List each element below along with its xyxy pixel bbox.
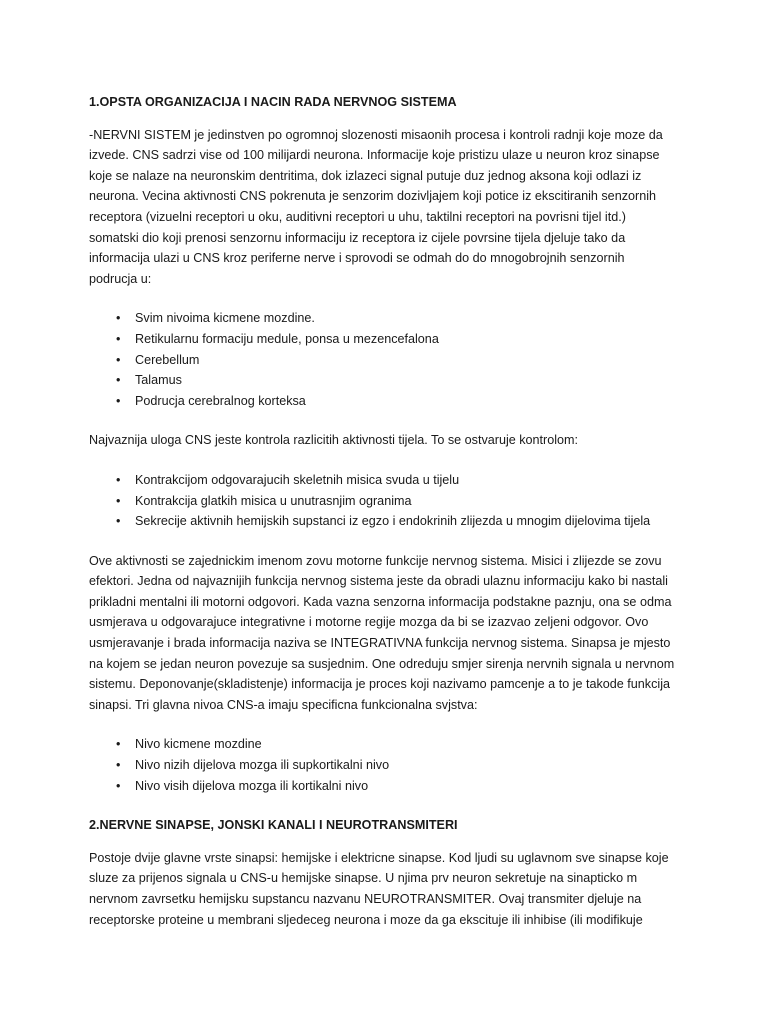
list-item-text: Sekrecije aktivnih hemijskih supstanci iz egzo i endokrinih zlijezda u mnogim dijelovima tijela [135,514,651,529]
list-item [89,776,675,797]
section-1-paragraph-1: -NERVNI SISTEM je jedinstven po ogromnoj slozenosti misaonih procesa i kontroli radnji koje moze da izvede. CNS sadrzi vise od 100 milijardi neurona. Informacije koje pristizu ulaze u neuron kroz sinapse koje se nalaze na neuronskim dentritima, dok izlazeci signal putuje duz jednog aksona koji odlazi iz neurona. Vecina aktivnosti CNS pokrenuta je senzorim dozivljajem koji potice iz ekscitiranih senzornih receptora (vizuelni receptori u oku, auditivni receptori u uhu, taktilni receptori na povrisni tijel itd.) somatski dio koji prenosi senzornu informaciju iz receptora iz cijele povrsine tijela djeluje tako da informacija ulazi u CNS kroz periferne nerve i sprovodi se odmah do do mnogobrojnih senzornih podrucja u: [89,127,663,286]
bullet-icon: • [116,493,121,508]
list-item-text: Cerebellum [135,352,200,367]
section-1-list-2 [89,470,675,532]
section-2-paragraph-1: Postoje dvije glavne vrste sinapsi: hemijske i elektricne sinapse. Kod ljudi su uglavnom sve sinapse koje sluze za prijenos signala u CNS-u hemijske sinapse. U njima prv neuron sekretuje na sinapticko m nervnom zavrsetku hemijsku supstancu nazvanu NEUROTRANSMITER. Ovaj transmiter djeluje na receptorske proteine u membrani sljedeceg neurona i moze da ga ekscituje ili inhibise (ili modifikuje [89,850,669,927]
bullet-icon: • [116,393,121,408]
section-1-heading: 1.OPSTA ORGANIZACIJA I NACIN RADA NERVNOG SISTEMA [89,95,457,109]
section-2-heading: 2.NERVNE SINAPSE, JONSKI KANALI I NEUROTRANSMITERI [89,818,458,833]
list-item [89,511,675,532]
document-page [89,92,675,949]
list-item [89,734,675,755]
bullet-icon: • [116,472,121,487]
section-1-paragraph-3: Ove aktivnosti se zajednickim imenom zovu motorne funkcije nervnog sistema. Misici i zlijezde se zovu efektori. Jedna od najvaznijih funkcija nervnog sistema jeste da obradi ulaznu informaciju kako bi nastali prikladni mentalni ili motorni odgovori. Kada vazna senzorna informacija podstakne paznju, ona se odma usmjerava u odgovarajuce integrativne i motorne regije mozga da bi se izazvao zeljeni odgovor. Ovo usmjeravanje i brada informacija naziva se INTEGRATIVNA funkcija nervnog sistema. Sinapsa je mjesto na kojem se jedan neuron povezuje sa susjednim. One odreduju smjer sirenja nervnih signala u nervnom sistemu. Deponovanje(skladistenje) informacija je proces koji nazivamo pamcenje a to je takode funkcija sinapsi. Tri glavna nivoa CNS-a imaju specificna funkcionalna svjstva: [89,553,675,712]
bullet-icon: • [116,311,121,326]
list-item [89,470,675,491]
list-item-text: Retikularnu formaciju medule, ponsa u mezencefalona [135,331,439,346]
bullet-icon: • [116,758,121,773]
bullet-icon: • [116,331,121,346]
list-item [89,755,675,776]
list-item-text: Kontrakcija glatkih misica u unutrasnjim ogranima [135,493,412,508]
list-item-text: Talamus [135,373,182,388]
bullet-icon: • [116,352,121,367]
section-1-paragraph-2: Najvaznija uloga CNS jeste kontrola razlicitih aktivnosti tijela. To se ostvaruje kontrolom: [89,433,579,448]
bullet-icon: • [116,778,121,793]
list-item [89,329,675,350]
list-item [89,308,675,329]
bullet-icon: • [116,737,121,752]
bullet-icon: • [116,373,121,388]
list-item [89,491,675,512]
section-1-list-3 [89,734,675,796]
list-item-text: Svim nivoima kicmene mozdine. [135,311,315,326]
list-item [89,391,675,412]
list-item-text: Nivo nizih dijelova mozga ili supkortikalni nivo [135,758,390,773]
section-1-list-1 [89,308,675,411]
list-item-text: Podrucja cerebralnog korteksa [135,393,306,408]
bullet-icon: • [116,514,121,529]
list-item-text: Nivo kicmene mozdine [135,737,262,752]
list-item-text: Kontrakcijom odgovarajucih skeletnih misica svuda u tijelu [135,472,460,487]
list-item [89,350,675,371]
list-item-text: Nivo visih dijelova mozga ili kortikalni nivo [135,778,369,793]
list-item [89,370,675,391]
